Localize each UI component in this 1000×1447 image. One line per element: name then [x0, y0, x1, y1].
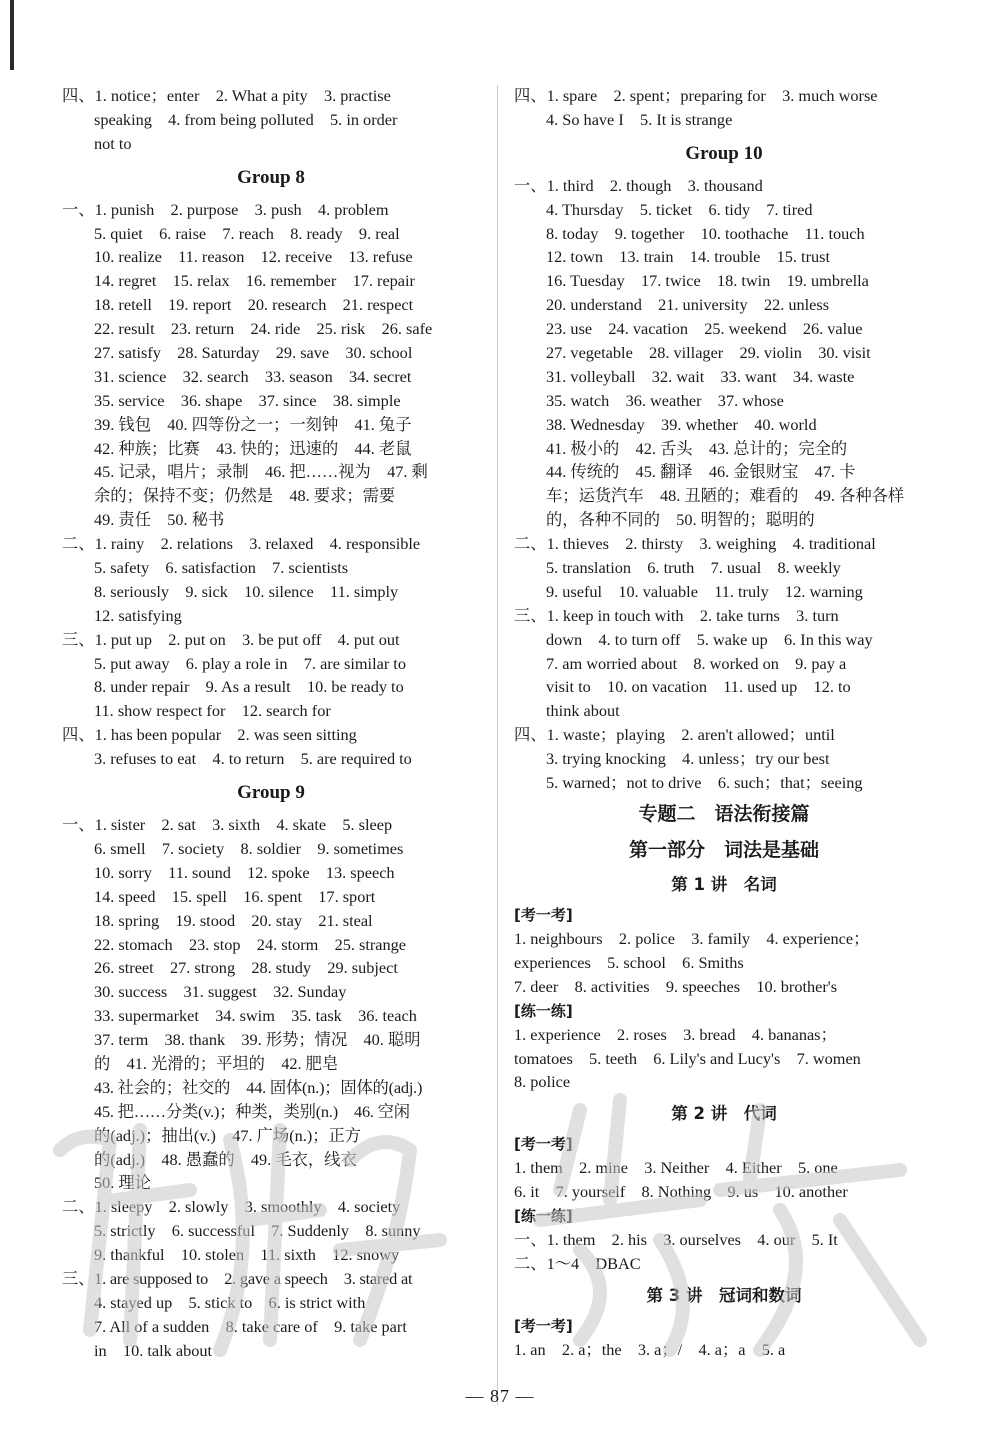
answer-line: 二、1. thieves 2. thirsty 3. weighing 4. traditional: [514, 534, 876, 554]
lesson-2-title: 第 2 讲 代词: [671, 1104, 777, 1124]
topic-title: 专题二 语法衔接篇: [638, 802, 810, 825]
lian-tag: [练一练]: [514, 1207, 573, 1226]
answer-line: 1. experience 2. roses 3. bread 4. bananas；: [514, 1024, 837, 1044]
answer-line: 的，各种不同的 50. 明智的；聪明的: [546, 510, 815, 530]
answer-line: 三、1. keep in touch with 2. take turns 3. turn: [514, 605, 839, 625]
answer-line: 1. neighbours 2. police 3. family 4. experience；: [514, 928, 870, 948]
answer-line: speaking 4. from being polluted 5. in order: [94, 109, 398, 129]
answer-line: think about: [546, 701, 620, 721]
answer-line: experiences 5. school 6. Smiths: [514, 952, 744, 972]
binding-edge: [10, 0, 14, 70]
answer-line: 4. Thursday 5. ticket 6. tidy 7. tired: [546, 199, 813, 219]
answer-line: 7. am worried about 8. worked on 9. pay a: [546, 653, 847, 673]
answer-line: 5. safety 6. satisfaction 7. scientists: [94, 558, 349, 578]
right-column: [514, 84, 934, 1362]
answer-line: 1. them 2. mine 3. Neither 4. Either 5. one: [514, 1158, 838, 1178]
answer-line: 9. thankful 10. stolen 11. sixth 12. snowy: [94, 1245, 400, 1265]
answer-line: 27. vegetable 28. villager 29. violin 30. visit: [546, 343, 871, 363]
answer-line: 20. understand 21. university 22. unless: [546, 295, 830, 315]
answer-line: in 10. talk about: [94, 1340, 213, 1360]
answer-line: 5. strictly 6. successful 7. Suddenly 8. sunny: [94, 1221, 421, 1241]
answer-line: 二、1～4 DBAC: [514, 1253, 641, 1273]
left-top-block: [62, 84, 480, 156]
answer-line: 12. town 13. train 14. trouble 15. trust: [546, 247, 830, 267]
answer-line: 43. 社会的；社交的 44. 固体(n.)；固体的(adj.): [94, 1077, 423, 1097]
answer-line: 11. show respect for 12. search for: [94, 701, 331, 721]
answer-line: 10. realize 11. reason 12. receive 13. refuse: [94, 247, 413, 267]
answer-line: 四、1. notice；enter 2. What a pity 3. practise: [62, 86, 391, 105]
answer-line: 33. supermarket 34. swim 35. task 36. teach: [94, 1006, 417, 1026]
answer-line: 3. refuses to eat 4. to return 5. are required to: [94, 749, 412, 769]
answer-line: 二、1. rainy 2. relations 3. relaxed 4. responsible: [62, 534, 421, 554]
answer-line: 30. success 31. suggest 32. Sunday: [94, 982, 347, 1002]
answer-line: 6. it 7. yourself 8. Nothing 9. us 10. another: [514, 1182, 848, 1202]
answer-line: 5. warned；not to drive 6. such；that；seeing: [546, 773, 863, 793]
group-8-title: Group 8: [237, 166, 305, 188]
page-number: — 87 —: [465, 1386, 535, 1406]
answer-line: 5. translation 6. truth 7. usual 8. weekly: [546, 558, 841, 578]
answer-line: 的(adj.)；抽出(v.) 47. 广场(n.)；正方: [94, 1125, 362, 1145]
answer-line: down 4. to turn off 5. wake up 6. In this way: [546, 629, 873, 649]
answer-line: 9. useful 10. valuable 11. truly 12. warning: [546, 581, 863, 601]
answer-line: 四、1. waste；playing 2. aren't allowed；until: [514, 725, 835, 745]
answer-line: 一、1. third 2. though 3. thousand: [514, 175, 763, 195]
answer-line: 一、1. punish 2. purpose 3. push 4. problem: [62, 199, 389, 219]
answer-line: 二、1. sleepy 2. slowly 3. smoothly 4. society: [62, 1197, 401, 1217]
answer-line: 14. speed 15. spell 16. spent 17. sport: [94, 886, 376, 906]
answer-line: 三、1. are supposed to 2. gave a speech 3. stared at: [62, 1268, 413, 1288]
answer-line: 35. watch 36. weather 37. whose: [546, 390, 784, 410]
answer-line: 37. term 38. thank 39. 形势；情况 40. 聪明: [94, 1030, 421, 1050]
answer-line: 42. 种族；比赛 43. 快的；迅速的 44. 老鼠: [94, 438, 412, 458]
answer-line: 45. 把……分类(v.)；种类，类别(n.) 46. 空闲: [94, 1101, 410, 1121]
left-column: [62, 84, 480, 1363]
answer-line: 16. Tuesday 17. twice 18. twin 19. umbrella: [546, 271, 869, 291]
answer-line: 6. smell 7. society 8. soldier 9. sometimes: [94, 838, 404, 858]
answer-line: 8. seriously 9. sick 10. silence 11. simply: [94, 581, 399, 601]
answer-line: 44. 传统的 45. 翻译 46. 金银财宝 47. 卡: [546, 462, 856, 482]
part-title: 第一部分 词法是基础: [628, 838, 819, 861]
answer-line: 8. today 9. together 10. toothache 11. touch: [546, 223, 865, 243]
answer-line: 四、1. has been popular 2. was seen sitting: [62, 725, 357, 745]
answer-line: 一、1. them 2. his 3. ourselves 4. our 5. It: [514, 1230, 838, 1250]
answer-line: 车；运货汽车 48. 丑陋的；难看的 49. 各种各样: [546, 486, 905, 506]
answer-line: visit to 10. on vacation 11. used up 12. to: [546, 677, 851, 697]
kao-tag: [考一考]: [514, 1135, 573, 1154]
kao-tag: [考一考]: [514, 1316, 573, 1335]
group-8-answers: [62, 198, 480, 771]
group-9-title: Group 9: [237, 782, 305, 804]
answer-line: 14. regret 15. relax 16. remember 17. repair: [94, 271, 415, 291]
answer-line: 10. sorry 11. sound 12. spoke 13. speech: [94, 862, 395, 882]
answer-line: 39. 钱包 40. 四等份之一；一刻钟 41. 兔子: [94, 414, 412, 434]
answer-line: tomatoes 5. teeth 6. Lily's and Lucy's 7. women: [514, 1048, 861, 1068]
answer-line: 22. result 23. return 24. ride 25. risk 26. safe: [94, 319, 433, 339]
answer-line: 23. use 24. vacation 25. weekend 26. value: [546, 319, 863, 339]
answer-line: 5. put away 6. play a role in 7. are similar to: [94, 653, 406, 673]
answer-line: 27. satisfy 28. Saturday 29. save 30. school: [94, 343, 413, 363]
answer-line: 31. volleyball 32. wait 33. want 34. waste: [546, 366, 855, 386]
answer-line: 38. Wednesday 39. whether 40. world: [546, 414, 817, 434]
answer-line: 18. spring 19. stood 20. stay 21. steal: [94, 910, 373, 930]
answer-line: 12. satisfying: [94, 605, 182, 625]
column-divider: [497, 85, 498, 1405]
answer-line: 31. science 32. search 33. season 34. secret: [94, 366, 412, 386]
answer-line: 余的；保持不变；仍然是 48. 要求；需要: [94, 486, 396, 506]
lesson-1-title: 第 1 讲 名词: [671, 874, 777, 894]
answer-line: 3. trying knocking 4. unless；try our best: [546, 749, 830, 769]
lian-tag: [练一练]: [514, 1001, 573, 1020]
answer-line: 8. police: [514, 1072, 571, 1092]
answer-line: 26. street 27. strong 28. study 29. subject: [94, 958, 398, 978]
answer-line: 一、1. sister 2. sat 3. sixth 4. skate 5. sleep: [62, 815, 393, 835]
answer-line: 4. So have I 5. It is strange: [546, 109, 733, 129]
group-10-answers: [514, 174, 934, 795]
answer-line: 的 41. 光滑的；平坦的 42. 肥皂: [94, 1053, 339, 1073]
answer-line: 49. 责任 50. 秘书: [94, 510, 225, 530]
answer-line: 7. deer 8. activities 9. speeches 10. brother's: [514, 976, 838, 996]
answer-line: 的(adj.) 48. 愚蠢的 49. 毛衣，线衣: [94, 1149, 357, 1169]
lesson-3-title: 第 3 讲 冠词和数词: [646, 1285, 802, 1305]
right-top-block: [514, 84, 934, 132]
answer-line: 三、1. put up 2. put on 3. be put off 4. put out: [62, 629, 400, 649]
answer-line: 4. stayed up 5. stick to 6. is strict with: [94, 1292, 366, 1312]
answer-line: not to: [94, 133, 132, 153]
answer-line: 41. 极小的 42. 舌头 43. 总计的；完全的: [546, 438, 848, 458]
group-10-title: Group 10: [685, 142, 763, 164]
answer-line: 50. 理论: [94, 1173, 151, 1193]
answer-line: 45. 记录，唱片；录制 46. 把……视为 47. 剩: [94, 462, 428, 482]
answer-line: 18. retell 19. report 20. research 21. respect: [94, 295, 414, 315]
answer-line: 7. All of a sudden 8. take care of 9. take part: [94, 1316, 407, 1336]
answer-line: 1. an 2. a；the 3. a；/ 4. a；a 5. a: [514, 1339, 786, 1359]
kao-tag: [考一考]: [514, 905, 573, 924]
answer-line: 35. service 36. shape 37. since 38. simple: [94, 390, 401, 410]
group-9-answers: [62, 813, 480, 1362]
answer-line: 5. quiet 6. raise 7. reach 8. ready 9. real: [94, 223, 400, 243]
answer-line: 8. under repair 9. As a result 10. be ready to: [94, 677, 404, 697]
answer-line: 四、1. spare 2. spent；preparing for 3. much worse: [514, 86, 878, 105]
answer-line: 22. stomach 23. stop 24. storm 25. strange: [94, 934, 407, 954]
